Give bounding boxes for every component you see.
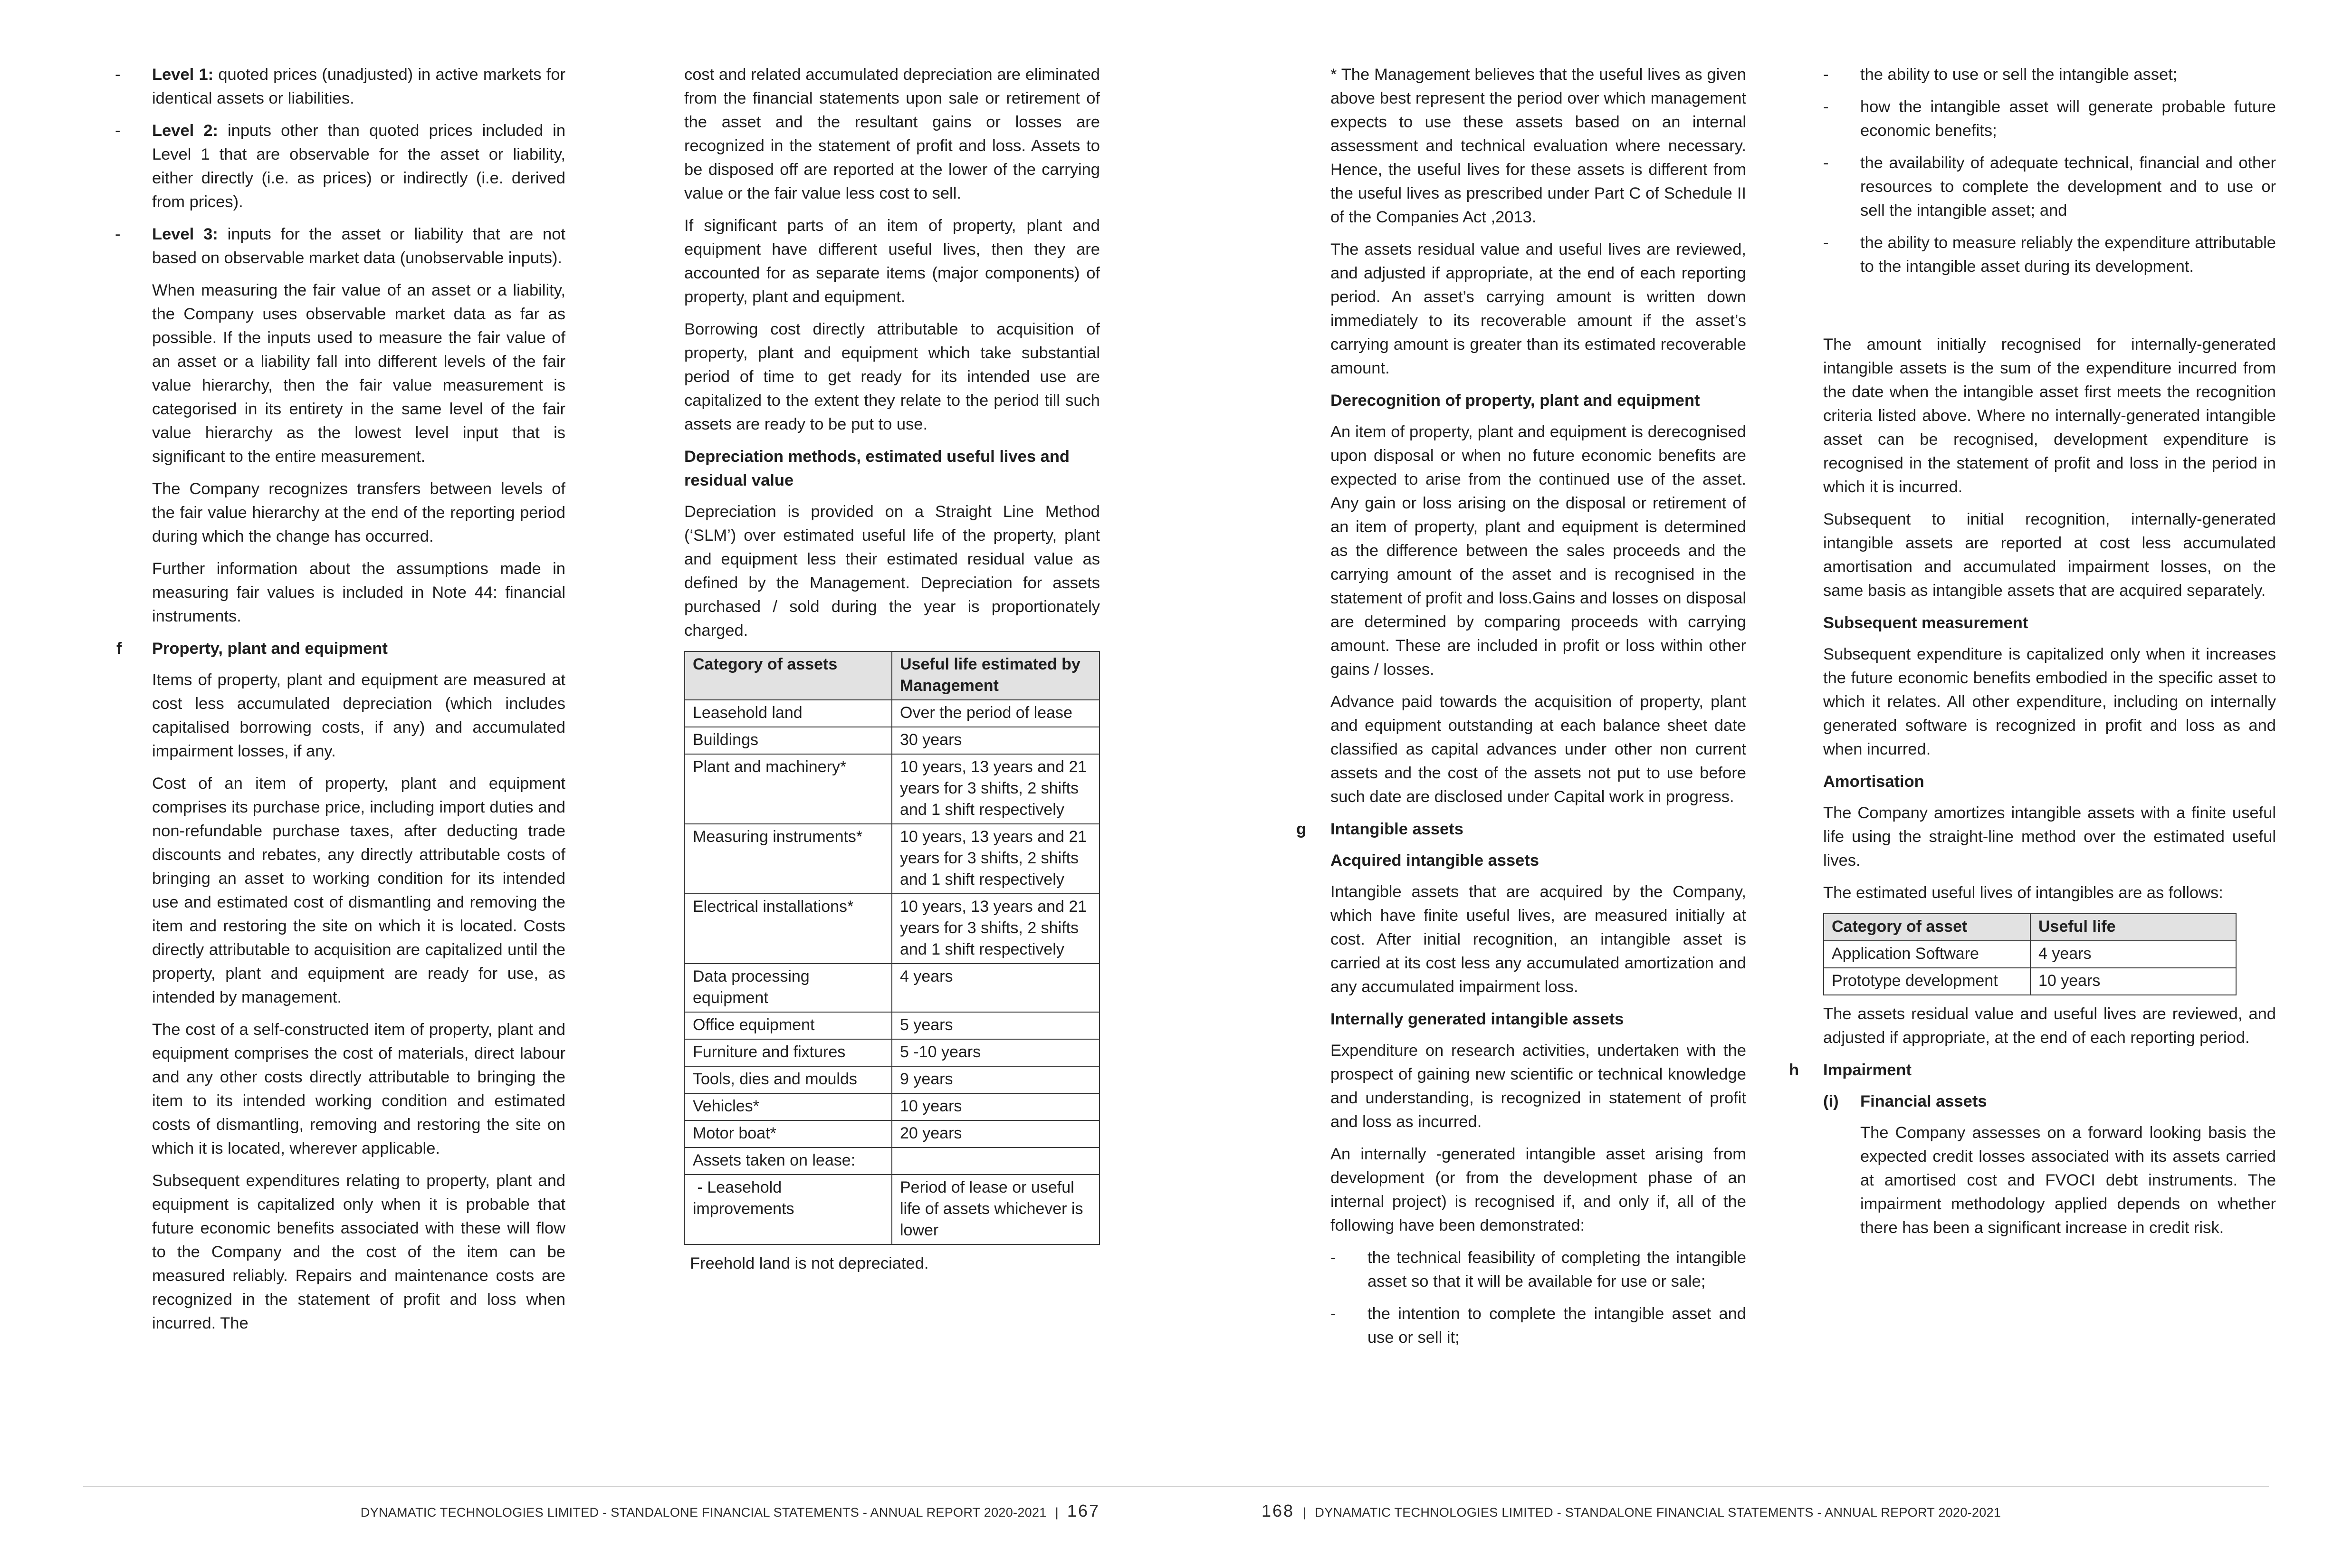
table-row [685, 964, 1100, 1012]
table-header-cell: Useful life estimated by Management [892, 651, 1100, 700]
column-3 [1296, 63, 1746, 1358]
table-cell [892, 1147, 1100, 1175]
table-cell: Assets taken on lease: [685, 1147, 892, 1175]
table-cell: 10 years [2030, 968, 2236, 995]
table-cell: Electrical installations* [685, 894, 892, 964]
list-item: - the availability of adequate technical, financial and other resources to complete the development and to use or sell the intangible asset; and [1823, 151, 2276, 222]
freehold-note: Freehold land is not depreciated. [690, 1254, 929, 1272]
table-cell: Tools, dies and moulds [685, 1066, 892, 1093]
table-cell: 10 years, 13 years and 21 years for 3 shifts, 2 shifts and 1 shift respectively [892, 894, 1100, 964]
acquired-intangible-paragraph: Intangible assets that are acquired by the Company, which have finite useful lives, are measured initially at cost. After initial recognition, an intangible asset is carried at its cost less any accumulated amortization and any accumulated impairment loss. [1330, 883, 1746, 996]
initial-recognition-paragraph: The amount initially recognised for internally-generated intangible assets is the sum of the expenditure incurred from the date when the intangible asset first meets the recognition criteria listed above. Where no internally-generated intangible asset can be recognised, development expenditure is recognised in the statement of profit and loss in the period in which it is incurred. [1823, 335, 2276, 496]
table-cell: Application Software [1824, 941, 2030, 968]
table-cell: 10 years [892, 1093, 1100, 1120]
list-item: - the intention to complete the intangible asset and use or sell it; [1330, 1302, 1746, 1349]
amortisation-paragraph: The Company amortizes intangible assets with a finite useful life using the straight-line method over the estimated useful lives. [1823, 804, 2276, 870]
section-g-title: Intangible assets [1330, 820, 1463, 838]
level-3-label: Level 3: [152, 225, 218, 243]
ppe-cost-paragraph: Cost of an item of property, plant and equipment comprises its purchase price, including import duties and non-refundable purchase taxes, after deducting trade discounts and rebates, any directly attributable costs of bringing an asset to working condition for its intended use and estimated cost of dismantling and removing the item and restoring the site on which it is located. Costs directly attributable to acquisition are capitalized until the property, plant and equipment are ready for use, as intended by management. [152, 774, 565, 1006]
useful-life-table [684, 651, 1100, 1245]
financial-assets-paragraph: The Company assesses on a forward looking basis the expected credit losses associated with its assets carried at amortised cost and FVOCI debt instruments. The impairment methodology applied depends on whether there has been a significant increase in credit risk. [1860, 1124, 2276, 1237]
intangibles-table [1823, 913, 2237, 995]
research-paragraph: Expenditure on research activities, undertaken with the prospect of gaining new scientific or technical knowledge and understanding, is recognized in statement of profit and loss as incurred. [1330, 1042, 1746, 1131]
table-cell: 4 years [892, 964, 1100, 1012]
table-cell: Vehicles* [685, 1093, 892, 1120]
management-note-paragraph: * The Management believes that the useful lives as given above best represent the period over which management expects to use these assets based on an internal assessment and technical evaluation where necessary. Hence, the useful lives for these assets is different from the useful lives as prescribed under Part C of Schedule II of the Companies Act ,2013. [1330, 66, 1746, 226]
list-item-text: how the intangible asset will generate probable future economic benefits; [1860, 98, 2276, 140]
transfers-paragraph: The Company recognizes transfers between levels of the fair value hierarchy at the end of the reporting period during which the change has occurred. [152, 480, 565, 545]
borrowing-cost-paragraph: Borrowing cost directly attributable to acquisition of property, plant and equipment which take substantial period of time to get ready for its intended use are capitalized to the extent they relate to the period till such assets are ready to be put to use. [684, 320, 1100, 433]
right-page-number: 168 [1262, 1501, 1295, 1520]
right-footer-text: DYNAMATIC TECHNOLOGIES LIMITED - STANDALONE FINANCIAL STATEMENTS - ANNUAL REPORT 2020-2021 [1315, 1505, 2001, 1520]
right-footer [1262, 1501, 2001, 1522]
residual-value-paragraph: The assets residual value and useful lives are reviewed, and adjusted if appropriate, at the end of each reporting period. An asset’s carrying amount is written down immediately to its recoverable amount if the asset’s carrying amount is greater than its estimated recoverable amount. [1330, 240, 1746, 377]
left-footer-separator: | [1055, 1505, 1059, 1520]
table-header-cell: Useful life [2030, 914, 2236, 941]
column-4 [1823, 63, 2276, 287]
table-row [685, 754, 1100, 824]
review-paragraph: The assets residual value and useful lives are reviewed, and adjusted if appropriate, at the end of each reporting period. [1823, 1005, 2276, 1047]
list-item-text: the availability of adequate technical, financial and other resources to complete the development and to use or sell the intangible asset; and [1860, 154, 2276, 220]
table-cell: Prototype development [1824, 968, 2030, 995]
table-cell: 20 years [892, 1120, 1100, 1147]
table-row [685, 1093, 1100, 1120]
table-header-cell: Category of assets [685, 651, 892, 700]
table-row [685, 1120, 1100, 1147]
level-1-label: Level 1: [152, 66, 214, 84]
table-cell: Period of lease or useful life of assets whichever is lower [892, 1175, 1100, 1244]
section-g-heading [1296, 817, 1746, 841]
table-cell: Plant and machinery* [685, 754, 892, 824]
list-item-text: the technical feasibility of completing the intangible asset so that it will be available for use or sale; [1367, 1249, 1746, 1291]
subsequent-recognition-paragraph: Subsequent to initial recognition, internally-generated intangible assets are reported at cost less accumulated amortisation and accumulated impairment losses, on the same basis as intangible assets that are acquired separately. [1823, 510, 2276, 600]
left-footer [361, 1501, 1100, 1522]
derecognition-paragraph: An item of property, plant and equipment is derecognised upon disposal or when no future economic benefits are expected to arise from the continued use of the asset. Any gain or loss arising on the disposal or retirement of an item of property, plant and equipment is determined as the difference between the sales proceeds and the carrying amount of the asset and is recognised in the statement of profit and loss.Gains and losses on disposal are determined by comparing proceeds with carrying amount. These are included in profit or loss within other gains / losses. [1330, 423, 1746, 679]
table-header-row [1824, 914, 2236, 941]
level-3-bullet: - Level 3: inputs for the asset or liability that are not based on observable market data (unobservable inputs). [115, 225, 565, 267]
acquired-intangible-heading: Acquired intangible assets [1330, 851, 1539, 870]
section-h-letter: h [1789, 1061, 1799, 1079]
table-cell: Measuring instruments* [685, 824, 892, 894]
ppe-measurement-paragraph: Items of property, plant and equipment are measured at cost less accumulated depreciation (which includes capitalised borrowing costs, if any) and accumulated impairment losses, if any. [152, 671, 565, 760]
table-row [685, 1012, 1100, 1039]
sub-i-label: (i) [1823, 1092, 1839, 1110]
section-g-letter: g [1296, 820, 1307, 838]
depreciation-paragraph: Depreciation is provided on a Straight Line Method (‘SLM’) over estimated useful life of the property, plant and equipment less their estimated residual value as defined by the Management. Depreciation for assets purchased / sold during the year is proportionately charged. [684, 503, 1100, 640]
advance-paid-paragraph: Advance paid towards the acquisition of property, plant and equipment outstanding at each balance sheet date classified as capital advances under other non current assets and the cost of the assets not put to use before such date are disclosed under Capital work in progress. [1330, 693, 1746, 806]
table-row [685, 1039, 1100, 1066]
list-item: - the ability to use or sell the intangible asset; [1823, 63, 2276, 86]
table-row [685, 1147, 1100, 1175]
table-row [685, 727, 1100, 754]
table-cell: 5 -10 years [892, 1039, 1100, 1066]
table-cell: Buildings [685, 727, 892, 754]
table-row [685, 894, 1100, 964]
subsequent-expenditure-paragraph: Subsequent expenditure is capitalized only when it increases the future economic benefits embodied in the specific asset to which it relates. All other expenditure, including on internally generated software is recognized in profit and loss as and when incurred. [1823, 645, 2276, 758]
financial-assets-heading [1823, 1090, 2276, 1113]
table-cell: Data processing equipment [685, 964, 892, 1012]
subsequent-measurement-heading: Subsequent measurement [1823, 614, 2028, 632]
sub-i-title: Financial assets [1860, 1092, 1987, 1110]
further-info-paragraph: Further information about the assumptions made in measuring fair values is included in Note 44: financial instruments. [152, 560, 565, 625]
table-row [685, 1175, 1100, 1244]
list-item-text: the ability to use or sell the intangible asset; [1860, 66, 2178, 84]
section-f-heading [116, 637, 565, 660]
table-cell: 10 years, 13 years and 21 years for 3 shifts, 2 shifts and 1 shift respectively [892, 824, 1100, 894]
table-cell: Office equipment [685, 1012, 892, 1039]
table-cell: 5 years [892, 1012, 1100, 1039]
level-2-bullet: - Level 2: inputs other than quoted prices included in Level 1 that are observable for the asset or liability, either directly (i.e. as prices) or indirectly (i.e. derived from prices). [115, 122, 566, 211]
table-cell: 30 years [892, 727, 1100, 754]
significant-parts-paragraph: If significant parts of an item of property, plant and equipment have different useful lives, then they are accounted for as separate items (major components) of property, plant and equipment. [684, 217, 1100, 306]
derecognition-heading: Derecognition of property, plant and equipment [1330, 392, 1700, 410]
table-row [1824, 941, 2236, 968]
level-1-bullet: - Level 1: quoted prices (unadjusted) in active markets for identical assets or liabilities. [115, 66, 566, 107]
level-2-label: Level 2: [152, 122, 218, 140]
development-paragraph: An internally -generated intangible asset arising from development (or from the development phase of an internal project) is recognised if, and only if, all of the following have been demonstrated: [1330, 1145, 1746, 1234]
section-h-heading [1789, 1058, 2276, 1082]
table-cell: Leasehold land [685, 700, 892, 727]
list-item-text: the intention to complete the intangible asset and use or sell it; [1367, 1305, 1746, 1347]
footer-rule [83, 1486, 2269, 1487]
table-cell: Motor boat* [685, 1120, 892, 1147]
fair-value-paragraph: When measuring the fair value of an asset or a liability, the Company uses observable market data as far as possible. If the inputs used to measure the fair value of an asset or a liability fall into different levels of the fair value hierarchy, then the fair value measurement is categorised in its entirety in the same level of the fair value hierarchy as the lowest level input that is significant to the entire measurement. [152, 281, 565, 466]
level-3-text: inputs for the asset or liability that are not based on observable market data (unobservable inputs). [152, 225, 565, 267]
column-4-main [1789, 333, 2276, 1248]
table-row [685, 824, 1100, 894]
section-f-letter: f [116, 640, 122, 658]
right-footer-separator: | [1303, 1505, 1307, 1520]
useful-life-table-body [685, 700, 1100, 1244]
cost-elimination-paragraph: cost and related accumulated depreciation are eliminated from the financial statements upon sale or retirement of the asset and the resultant gains or losses are recognized in the statement of profit and loss. Assets to be disposed off are reported at the lower of the carrying value or the fair value less cost to sell. [684, 66, 1100, 202]
internally-generated-heading: Internally generated intangible assets [1330, 1010, 1624, 1028]
table-cell: Over the period of lease [892, 700, 1100, 727]
list-item: - the ability to measure reliably the expenditure attributable to the intangible asset during its development. [1823, 231, 2276, 278]
column-1 [115, 63, 566, 1344]
table-row [685, 1066, 1100, 1093]
depreciation-heading: Depreciation methods, estimated useful lives and residual value [684, 448, 1070, 489]
level-1-text: quoted prices (unadjusted) in active markets for identical assets or liabilities. [152, 66, 566, 107]
amortisation-heading: Amortisation [1823, 773, 1924, 791]
section-h-title: Impairment [1823, 1061, 1912, 1079]
list-item: - the technical feasibility of completing the intangible asset so that it will be available for use or sale; [1330, 1246, 1746, 1293]
table-cell: 9 years [892, 1066, 1100, 1093]
subsequent-expenditures-paragraph: Subsequent expenditures relating to property, plant and equipment is capitalized only when it is probable that future economic benefits associated with these will flow to the Company and the cost of the item can be measured reliably. Repairs and maintenance costs are recognized in the statement of profit and loss when incurred. The [152, 1172, 565, 1332]
column-2 [684, 63, 1100, 1284]
table-cell: - Leasehold improvements [685, 1175, 892, 1244]
table-cell: Furniture and fixtures [685, 1039, 892, 1066]
table-header-cell: Category of asset [1824, 914, 2030, 941]
self-constructed-paragraph: The cost of a self-constructed item of property, plant and equipment comprises the cost of materials, direct labour and any other costs directly attributable to bringing the item to its intended working condition and estimated costs of dismantling, removing and restoring the site on which it is located, wherever applicable. [152, 1021, 565, 1157]
list-item-text: the ability to measure reliably the expenditure attributable to the intangible asset during its development. [1860, 234, 2276, 276]
table-row [1824, 968, 2236, 995]
table-cell: 4 years [2030, 941, 2236, 968]
estimated-lives-paragraph: The estimated useful lives of intangibles are as follows: [1823, 884, 2223, 902]
table-cell: 10 years, 13 years and 21 years for 3 shifts, 2 shifts and 1 shift respectively [892, 754, 1100, 824]
left-footer-text: DYNAMATIC TECHNOLOGIES LIMITED - STANDALONE FINANCIAL STATEMENTS - ANNUAL REPORT 2020-2021 [360, 1505, 1047, 1520]
section-f-title: Property, plant and equipment [152, 640, 388, 658]
left-page-number: 167 [1067, 1501, 1100, 1520]
level-2-text: inputs other than quoted prices included in Level 1 that are observable for the asset or liability, either directly (i.e. as prices) or indirectly (i.e. derived from prices). [152, 122, 566, 211]
list-item: - how the intangible asset will generate probable future economic benefits; [1823, 95, 2276, 143]
table-row [685, 700, 1100, 727]
table-header-row [685, 651, 1100, 700]
